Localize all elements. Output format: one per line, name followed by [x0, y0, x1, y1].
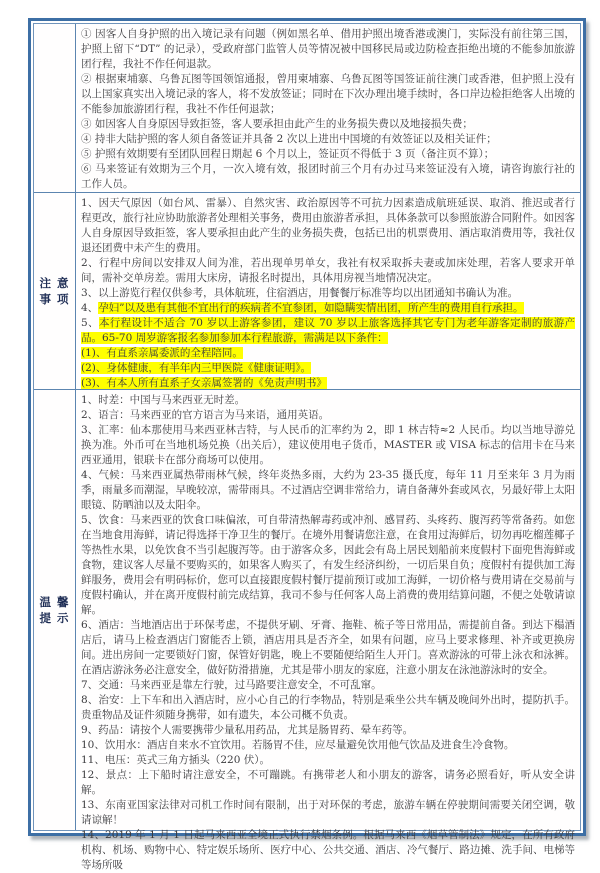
row-content-cell [76, 193, 580, 389]
paragraph [81, 753, 575, 768]
paragraph [81, 301, 575, 316]
row-content-cell [76, 390, 580, 871]
table-row-attention-items [34, 192, 580, 389]
row-label-text: 事 项 [39, 291, 70, 306]
table-row-tips-items [34, 389, 580, 871]
highlighted-text-segment: (2)、身体健康，有半年内三甲医院《健康证明》。 [81, 362, 312, 374]
text-segment: 14、2019 年 1 月 1 日起马来西亚全境正式执行禁烟条例。根据马来西《烟草管制法》规定，在所有政府机构、机场、购物中心、特定娱乐场所、医疗中心、公共交通、酒店、冷气餐厅、路边摊、洗手间、电梯等等场所吸 [81, 829, 575, 871]
paragraph [81, 117, 575, 132]
text-segment: 3、以上游览行程仅供参考，具体航班，住宿酒店，用餐餐厅标准等均以出团通知书确认为准。 [81, 287, 519, 299]
paragraph [81, 346, 575, 361]
text-segment: 5、 [81, 317, 99, 329]
paragraph [81, 738, 575, 753]
paragraph [81, 196, 575, 256]
table-row-passport-visa-rules [34, 24, 580, 192]
paragraph [81, 132, 575, 147]
paragraph [81, 798, 575, 828]
text-segment: ⑤ 护照有效期要有至团队回程日期起 6 个月以上，签证页不得低于 3 页（备注页不算）； [81, 148, 495, 160]
row-content-cell [76, 24, 580, 192]
row-label-cell [34, 390, 76, 830]
row-label-text: 提 示 [39, 610, 70, 625]
paragraph [81, 423, 575, 468]
highlighted-text-segment: 本行程设计不适合 70 岁以上游客参团，建议 70 岁以上旅客选择其它专门为老年游客定制的旅游产品。65-70 周岁游客报名参加参加本行程旅游，需满足以下条件： [81, 317, 575, 344]
text-segment: ② 根据柬埔寨、乌鲁瓦图等国领馆通报，曾用柬埔寨、乌鲁瓦图等国签证前往澳门或香港，但护照上没有以上国家真实出入境记录的客人，将不发放签证；同时在下次办理出境手续时，各口岸边检拒绝客人出境的不能参加旅游团行程，我社不作任何退款； [81, 73, 575, 115]
paragraph [81, 768, 575, 798]
paragraph [81, 316, 575, 346]
text-segment: 13、东南亚国家法律对司机工作时间有限制，出于对环保的考虑，旅游车辆在停驶期间需要关闭空调，敬请谅解！ [81, 799, 575, 826]
paragraph [81, 693, 575, 723]
text-segment: 8、治安：上下车和出入酒店时，应小心自己的行李物品，特别是乘坐公共车辆及晚间外出时，提防扒手。贵重物品及证件须随身携带，如有遗失，本公司概不负责。 [81, 694, 575, 721]
paragraph [81, 147, 575, 162]
text-segment: 7、交通：马来西亚是靠左行驶，过马路要注意安全，不可乱窜。 [81, 679, 382, 691]
paragraph [81, 393, 575, 408]
text-segment: 10、饮用水：酒店自来水不宜饮用。若肠胃不佳，应尽量避免饮用他气饮品及进食生冷食物。 [81, 739, 515, 751]
text-segment: 4、 [81, 302, 99, 314]
text-segment: ③ 如因客人自身原因导致拒签，客人要承担由此产生的业务损失费以及地接损失费； [81, 118, 473, 130]
paragraph [81, 408, 575, 423]
row-label-cell [34, 193, 76, 389]
row-label-text: 注 意 [39, 275, 70, 290]
notice-table [33, 23, 581, 871]
text-segment: 4、气候：马来西亚属热带雨林气候，终年炎热多雨，大约为 23-35 摄氏度，每年 11 月至来年 3 月为雨季，雨量多而潮湿，早晚较凉，需带雨具。不过酒店空调非常给力，请自备薄外套或风衣，另最好带上太阳眼镜、防晒油以及太阳伞。 [81, 469, 575, 511]
paragraph [81, 162, 575, 192]
highlighted-text-segment: (3)、有本人所有直系子女亲属签署的《免责声明书》 [81, 377, 327, 389]
text-segment: ① 因客人自身护照的出入境记录有问题（例如黑名单、借用护照出境香港或澳门，实际没有前往第三国，护照上留下“DT” 的记录），受政府部门监管人员等情况被中国移民局或边防检查拒绝出境的不能参加旅游团行程，我社不作任何退款。 [81, 28, 575, 70]
text-segment: 12、景点：上下船时请注意安全，不可蹦跳。有携带老人和小朋友的游客，请务必照看好，听从安全讲解。 [81, 769, 575, 796]
text-segment: 1、时差：中国与马来西亚无时差。 [81, 394, 246, 406]
paragraph [81, 723, 575, 738]
text-segment: 1、因天气原因（如台风、雷暴）、自然灾害、政治原因等不可抗力因素造成航班延误、取消、推迟或者行程更改，旅行社应协助旅游者处理相关事务，费用由旅游者承担，具体条款可以参照旅游合同附件。如因客人自身原因导致拒签，客人要承担由此产生的业务损失费，包括已出的机票费用、酒店取消费用等，我社仅退还团费中未产生的费用。 [81, 197, 575, 254]
paragraph [81, 828, 575, 873]
text-segment: 6、酒店：当地酒店出于环保考虑，不提供牙刷、牙膏、拖鞋、梳子等日常用品，需提前自备。到达下榻酒店后，请马上检查酒店门窗能否上锁，酒店用具是否齐全，如果有问题，应马上要求修理、补齐或更换房间。进出房间一定要锁好门窗，保管好钥匙，晚上不要随便给陌生人开门。喜欢游泳的可带上泳衣和泳裤。在酒店游泳务必注意安全，做好防滑措施，尤其是带小朋友的家庭，注意小朋友在泳池游泳时的安全。 [81, 619, 575, 676]
text-segment: 5、饮食：马来西亚的饮食口味偏浓，可自带清热解毒药或冲剂、感冒药、头疼药、腹泻药等常备药。如您在当地食用海鲜，请记得选择干净卫生的餐厅。在境外用餐请您注意，在食用过海鲜后，切勿再吃榴莲椰子等热性水果，以免饮食不当引起腹泻等。由于游客众多，因此会有岛上居民划船前来度假村下面兜售海鲜或食物，建议客人尽量不要购买的，如果客人购买了，有发生经济纠纷，一切后果自负；度假村有提供加工海鲜服务，费用会有明码标价，您可以直接跟度假村餐厅提前预订或加工海鲜，一切价格与费用请在交易前与度假村确认，并在离开度假村前完成结算，我司不参与任何客人岛上消费的费用结算问题，不便之处敬请谅解。 [81, 514, 575, 616]
text-segment: 3、汇率：仙本那使用马来西亚林吉特，与人民币的汇率约为 2，即 1 林吉特≈2 人民币。均以当地导游兑换为准。外币可在当地机场兑换（出关后），建议使用电子货币，MASTER 或 VISA 标志的信用卡在马来西亚通用，银联卡在部分商场可以使用。 [81, 424, 575, 466]
paragraph [81, 27, 575, 72]
document-sheet [28, 18, 586, 871]
paragraph [81, 618, 575, 678]
text-segment: 11、电压：英式三角方插头（220 伏）。 [81, 754, 270, 766]
highlighted-text-segment: (1)、有直系亲属委派的全程陪同。 [81, 347, 243, 359]
paragraph [81, 468, 575, 513]
text-segment: 9、药品：请按个人需要携带少量私用药品，尤其是肠胃药、晕车药等。 [81, 724, 414, 736]
paragraph [81, 678, 575, 693]
row-label-text: 温 馨 [39, 594, 70, 609]
paragraph [81, 286, 575, 301]
text-segment: 2、语言：马来西亚的官方语言为马来语，通用英语。 [81, 409, 330, 421]
paragraph [81, 513, 575, 618]
paragraph [81, 361, 575, 376]
row-label-cell [34, 24, 76, 192]
highlighted-text-segment: 孕妇”以及患有其他不宜出行的疾病者不宜参团，如隐瞒实情出团，所产生的费用自行承担。 [98, 302, 524, 314]
text-segment: ⑥ 马来签证有效期为三个月，一次入境有效，报团时前三个月有办过马来签证没有入境，请咨询旅行社的工作人员。 [81, 163, 575, 190]
text-segment: 2、行程中房间以安排双人间为准，若出现单男单女，我社有权采取拆夫妻或加床处理，若客人要求开单间，需补交单房差。需用大床房，请报名时提出，具体用房视当地情况决定。 [81, 257, 575, 284]
paragraph [81, 256, 575, 286]
text-segment: ④ 持非大陆护照的客人须自备签证并具备 2 次以上进出中国境的有效签证以及相关证件； [81, 133, 497, 145]
paragraph [81, 72, 575, 117]
